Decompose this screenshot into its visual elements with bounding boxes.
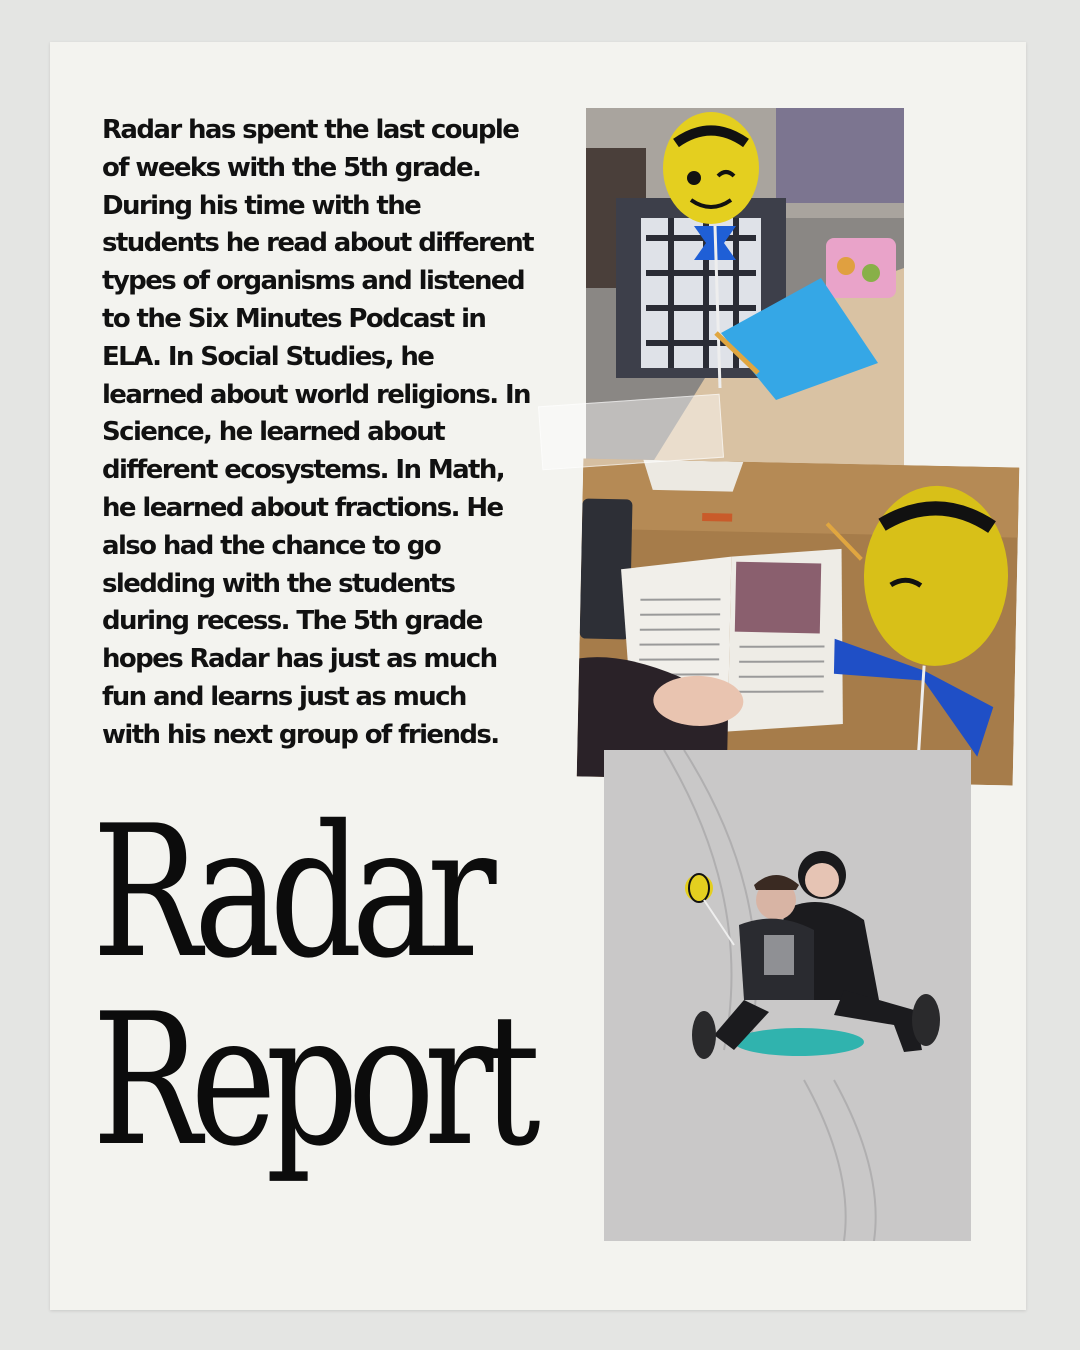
article-line: hopes Radar has just as much (102, 644, 497, 675)
article-line: During his time with the (102, 190, 421, 221)
page-title (92, 786, 530, 1186)
article-line: he learned about fractions. He (102, 492, 503, 523)
article-line: fun and learns just as much (102, 681, 466, 712)
article-line: with his next group of friends. (102, 719, 499, 750)
article-line: to the Six Minutes Podcast in (102, 303, 486, 334)
sledding-photo (604, 750, 971, 1241)
article-line: students he read about different (102, 228, 533, 259)
article-line: of weeks with the 5th grade. (102, 152, 481, 183)
article-line: types of organisms and listened (102, 266, 524, 297)
reading-book-image (577, 458, 1020, 785)
reading-book-photo (577, 458, 1020, 785)
tape-strip (538, 394, 724, 471)
title-line-2: Report (92, 974, 530, 1186)
article-line: different ecosystems. In Math, (102, 455, 505, 486)
article-line: Science, he learned about (102, 417, 445, 448)
article-line: sledding with the students (102, 568, 455, 599)
article-line: ELA. In Social Studies, he (102, 341, 434, 372)
article-line: during recess. The 5th grade (102, 606, 482, 637)
article-body (102, 112, 582, 755)
article-line: learned about world religions. In (102, 379, 530, 410)
title-line-1: Radar (92, 786, 486, 998)
article-line: Radar has spent the last couple (102, 115, 519, 145)
article-line: also had the chance to go (102, 530, 441, 561)
sledding-image (604, 750, 971, 1241)
